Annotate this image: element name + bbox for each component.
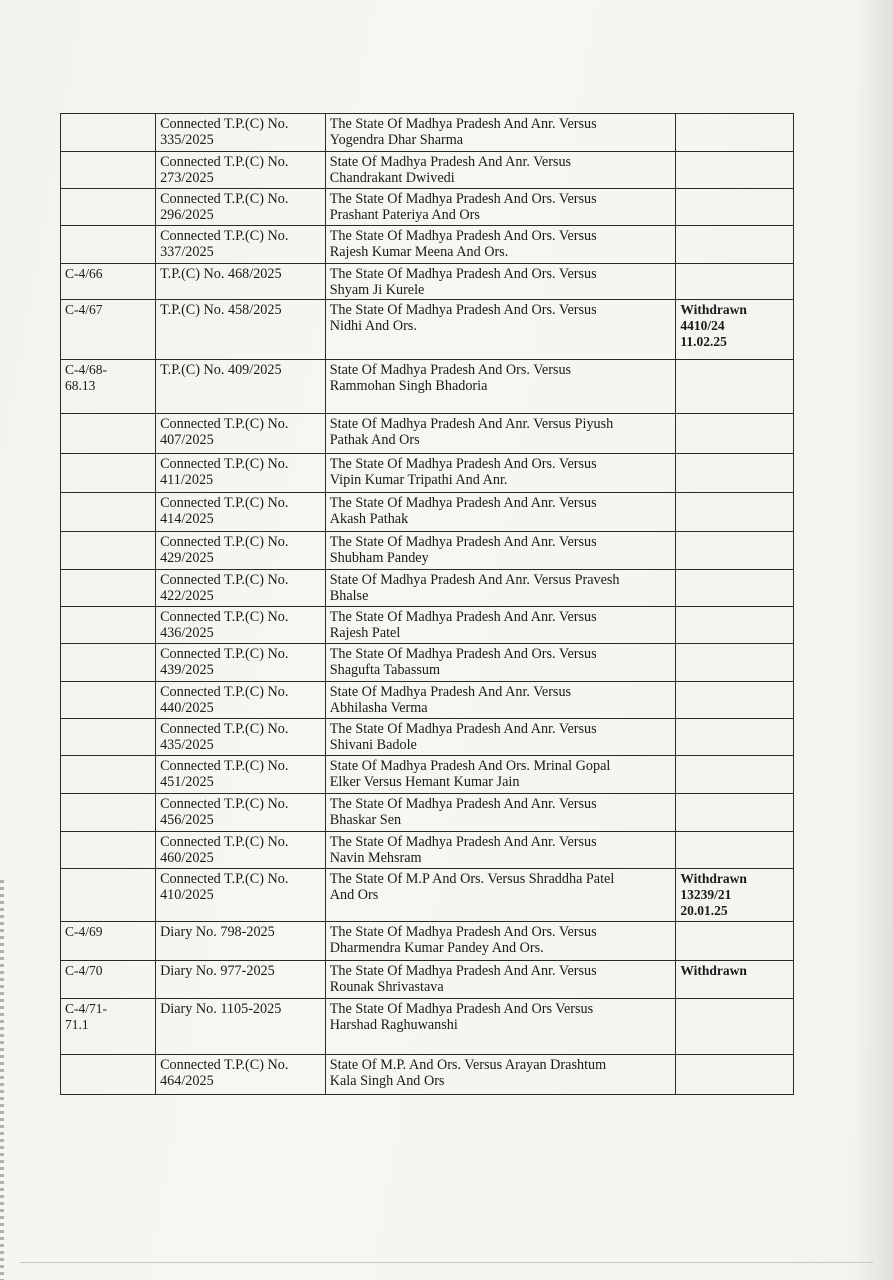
- serial-cell: [61, 360, 156, 414]
- cases-table: [60, 113, 794, 1095]
- case-title-cell: [325, 961, 676, 999]
- case-title-text: Rajesh Patel: [329, 625, 401, 641]
- case-title-text: The State Of Madhya Pradesh And Anr. Versus: [329, 609, 597, 625]
- remarks-cell: [676, 570, 794, 607]
- case-number-text: 440/2025: [160, 700, 214, 716]
- case-title-cell: [325, 300, 676, 360]
- serial-cell: [61, 794, 156, 832]
- case-number-text: 411/2025: [160, 472, 214, 488]
- serial-text: C-4/66: [65, 266, 103, 281]
- remarks-cell: [676, 114, 794, 152]
- case-number-cell: [156, 756, 326, 794]
- table-row: [61, 360, 794, 414]
- case-number-text: Connected T.P.(C) No.: [160, 609, 289, 625]
- case-title-cell: [325, 226, 676, 264]
- case-number-text: T.P.(C) No. 409/2025: [160, 362, 282, 378]
- case-number-text: Connected T.P.(C) No.: [160, 116, 289, 132]
- case-number-text: 407/2025: [160, 432, 214, 448]
- remarks-cell: [676, 300, 794, 360]
- case-title-text: The State Of Madhya Pradesh And Anr. Versus: [329, 834, 597, 850]
- case-number-cell: [156, 869, 326, 922]
- case-title-text: State Of M.P. And Ors. Versus Arayan Drashtum: [329, 1057, 607, 1073]
- remarks-cell: [676, 1055, 794, 1095]
- case-number-text: 410/2025: [160, 887, 214, 903]
- table-row: [61, 264, 794, 300]
- case-number-cell: [156, 300, 326, 360]
- table-row: [61, 869, 794, 922]
- case-number-text: Connected T.P.(C) No.: [160, 871, 289, 887]
- serial-cell: [61, 607, 156, 644]
- case-number-text: Diary No. 977-2025: [160, 963, 275, 979]
- remark-text: 11.02.25: [680, 334, 727, 349]
- case-number-cell: [156, 360, 326, 414]
- remarks-cell: [676, 999, 794, 1055]
- scan-left-edge: [0, 880, 4, 1280]
- case-number-cell: [156, 682, 326, 719]
- case-title-text: The State Of Madhya Pradesh And Anr. Versus: [329, 963, 597, 979]
- case-number-cell: [156, 794, 326, 832]
- case-number-cell: [156, 264, 326, 300]
- serial-cell: [61, 869, 156, 922]
- remarks-cell: [676, 756, 794, 794]
- case-title-cell: [325, 607, 676, 644]
- serial-text: C-4/71-: [65, 1001, 107, 1016]
- serial-cell: [61, 300, 156, 360]
- case-title-text: State Of Madhya Pradesh And Anr. Versus Piyush: [329, 416, 614, 432]
- case-number-text: 436/2025: [160, 625, 214, 641]
- case-number-text: Connected T.P.(C) No.: [160, 228, 289, 244]
- case-number-text: Connected T.P.(C) No.: [160, 456, 289, 472]
- case-number-cell: [156, 152, 326, 189]
- serial-cell: [61, 961, 156, 999]
- case-title-text: Harshad Raghuwanshi: [329, 1017, 458, 1033]
- cases-table-body: [61, 114, 794, 1095]
- case-number-cell: [156, 719, 326, 756]
- case-number-text: Connected T.P.(C) No.: [160, 534, 289, 550]
- serial-cell: [61, 1055, 156, 1095]
- serial-cell: [61, 922, 156, 961]
- table-row: [61, 607, 794, 644]
- case-number-text: 435/2025: [160, 737, 214, 753]
- case-title-cell: [325, 493, 676, 532]
- case-number-text: Connected T.P.(C) No.: [160, 796, 289, 812]
- remarks-cell: [676, 644, 794, 682]
- remarks-cell: [676, 719, 794, 756]
- case-number-text: Connected T.P.(C) No.: [160, 834, 289, 850]
- case-title-text: The State Of Madhya Pradesh And Ors. Versus: [329, 266, 597, 282]
- case-number-text: 439/2025: [160, 662, 214, 678]
- case-title-text: Navin Mehsram: [329, 850, 422, 866]
- case-title-cell: [325, 570, 676, 607]
- scan-bottom-line: [20, 1262, 873, 1263]
- case-title-text: State Of Madhya Pradesh And Anr. Versus Pravesh: [329, 572, 620, 588]
- table-row: [61, 682, 794, 719]
- case-number-text: Connected T.P.(C) No.: [160, 495, 289, 511]
- case-title-text: The State Of Madhya Pradesh And Anr. Versus: [329, 796, 597, 812]
- case-number-text: Connected T.P.(C) No.: [160, 646, 289, 662]
- case-title-text: State Of Madhya Pradesh And Anr. Versus: [329, 154, 572, 170]
- case-title-text: State Of Madhya Pradesh And Ors. Mrinal Gopal: [329, 758, 611, 774]
- table-row: [61, 493, 794, 532]
- table-row: [61, 532, 794, 570]
- remarks-cell: [676, 607, 794, 644]
- case-title-text: Nidhi And Ors.: [329, 318, 417, 334]
- case-title-text: Shagufta Tabassum: [329, 662, 441, 678]
- case-title-text: The State Of Madhya Pradesh And Ors. Versus: [329, 646, 597, 662]
- table-row: [61, 454, 794, 493]
- case-number-cell: [156, 644, 326, 682]
- case-number-text: T.P.(C) No. 468/2025: [160, 266, 282, 282]
- case-title-text: Bhalse: [329, 588, 369, 604]
- case-number-text: Connected T.P.(C) No.: [160, 154, 289, 170]
- case-title-text: The State Of Madhya Pradesh And Ors. Versus: [329, 228, 597, 244]
- case-number-cell: [156, 999, 326, 1055]
- case-number-cell: [156, 114, 326, 152]
- case-number-text: 451/2025: [160, 774, 214, 790]
- case-title-text: The State Of Madhya Pradesh And Ors. Versus: [329, 456, 597, 472]
- case-title-cell: [325, 1055, 676, 1095]
- case-title-text: Akash Pathak: [329, 511, 409, 527]
- case-number-text: 335/2025: [160, 132, 214, 148]
- remarks-cell: [676, 454, 794, 493]
- case-title-text: The State Of Madhya Pradesh And Anr. Versus: [329, 534, 597, 550]
- serial-cell: [61, 532, 156, 570]
- table-row: [61, 999, 794, 1055]
- case-number-text: Diary No. 798-2025: [160, 924, 275, 940]
- case-title-text: Pathak And Ors: [329, 432, 420, 448]
- case-title-cell: [325, 682, 676, 719]
- table-row: [61, 961, 794, 999]
- table-row: [61, 794, 794, 832]
- table-row: [61, 922, 794, 961]
- case-number-cell: [156, 189, 326, 226]
- table-row: [61, 1055, 794, 1095]
- serial-cell: [61, 226, 156, 264]
- case-title-text: Yogendra Dhar Sharma: [329, 132, 464, 148]
- case-number-cell: [156, 493, 326, 532]
- serial-text: C-4/69: [65, 924, 103, 939]
- case-title-cell: [325, 794, 676, 832]
- remarks-cell: [676, 794, 794, 832]
- remarks-cell: [676, 682, 794, 719]
- serial-cell: [61, 189, 156, 226]
- remarks-cell: [676, 832, 794, 869]
- serial-text: 68.13: [65, 378, 96, 393]
- case-title-text: Rajesh Kumar Meena And Ors.: [329, 244, 509, 260]
- case-number-text: Connected T.P.(C) No.: [160, 416, 289, 432]
- case-title-text: Vipin Kumar Tripathi And Anr.: [329, 472, 508, 488]
- case-number-text: Connected T.P.(C) No.: [160, 684, 289, 700]
- case-number-cell: [156, 414, 326, 454]
- remark-text: 20.01.25: [680, 903, 728, 918]
- case-title-cell: [325, 999, 676, 1055]
- table-row: [61, 226, 794, 264]
- case-title-text: Rammohan Singh Bhadoria: [329, 378, 488, 394]
- serial-cell: [61, 644, 156, 682]
- table-row: [61, 756, 794, 794]
- remark-text: Withdrawn: [680, 871, 747, 886]
- case-title-text: State Of Madhya Pradesh And Ors. Versus: [329, 362, 572, 378]
- remarks-cell: [676, 189, 794, 226]
- table-row: [61, 832, 794, 869]
- serial-text: C-4/67: [65, 302, 103, 317]
- serial-cell: [61, 570, 156, 607]
- serial-cell: [61, 682, 156, 719]
- case-title-cell: [325, 454, 676, 493]
- remarks-cell: [676, 961, 794, 999]
- case-title-cell: [325, 869, 676, 922]
- case-title-text: The State Of Madhya Pradesh And Anr. Versus: [329, 495, 597, 511]
- table-row: [61, 152, 794, 189]
- case-title-text: The State Of Madhya Pradesh And Anr. Versus: [329, 116, 597, 132]
- case-title-text: The State Of Madhya Pradesh And Ors Versus: [329, 1001, 594, 1017]
- case-number-text: T.P.(C) No. 458/2025: [160, 302, 282, 318]
- case-number-text: Connected T.P.(C) No.: [160, 758, 289, 774]
- case-title-cell: [325, 264, 676, 300]
- page-edge-shadow: [853, 0, 893, 1280]
- remarks-cell: [676, 869, 794, 922]
- case-number-cell: [156, 454, 326, 493]
- remarks-cell: [676, 922, 794, 961]
- remark-text: 4410/24: [680, 318, 725, 333]
- case-title-text: The State Of Madhya Pradesh And Ors. Versus: [329, 191, 597, 207]
- remarks-cell: [676, 360, 794, 414]
- case-title-text: And Ors: [329, 887, 379, 903]
- serial-text: C-4/68-: [65, 362, 107, 377]
- case-title-text: Abhilasha Verma: [329, 700, 428, 716]
- case-number-text: 337/2025: [160, 244, 214, 260]
- case-title-text: The State Of M.P And Ors. Versus Shraddha Patel: [329, 871, 615, 887]
- remark-text: 13239/21: [680, 887, 732, 902]
- case-title-text: Rounak Shrivastava: [329, 979, 444, 995]
- table-row: [61, 570, 794, 607]
- case-title-cell: [325, 922, 676, 961]
- serial-cell: [61, 264, 156, 300]
- remarks-cell: [676, 152, 794, 189]
- case-title-text: Kala Singh And Ors: [329, 1073, 445, 1089]
- case-title-text: The State Of Madhya Pradesh And Ors. Versus: [329, 302, 597, 318]
- serial-cell: [61, 114, 156, 152]
- case-title-text: Shivani Badole: [329, 737, 417, 753]
- remarks-cell: [676, 264, 794, 300]
- case-title-text: Dharmendra Kumar Pandey And Ors.: [329, 940, 544, 956]
- case-title-text: Bhaskar Sen: [329, 812, 402, 828]
- serial-cell: [61, 414, 156, 454]
- case-number-text: 464/2025: [160, 1073, 214, 1089]
- case-number-text: 414/2025: [160, 511, 214, 527]
- case-title-cell: [325, 832, 676, 869]
- case-number-text: 456/2025: [160, 812, 214, 828]
- case-number-cell: [156, 532, 326, 570]
- case-number-text: 296/2025: [160, 207, 214, 223]
- serial-cell: [61, 719, 156, 756]
- case-title-text: The State Of Madhya Pradesh And Anr. Versus: [329, 721, 597, 737]
- case-title-cell: [325, 152, 676, 189]
- case-number-text: Connected T.P.(C) No.: [160, 191, 289, 207]
- case-title-text: The State Of Madhya Pradesh And Ors. Versus: [329, 924, 597, 940]
- remarks-cell: [676, 532, 794, 570]
- serial-cell: [61, 832, 156, 869]
- table-row: [61, 719, 794, 756]
- case-title-text: Elker Versus Hemant Kumar Jain: [329, 774, 520, 790]
- case-title-text: Prashant Pateriya And Ors: [329, 207, 480, 223]
- case-number-text: Connected T.P.(C) No.: [160, 721, 289, 737]
- table-row: [61, 114, 794, 152]
- case-title-cell: [325, 414, 676, 454]
- serial-cell: [61, 493, 156, 532]
- case-number-cell: [156, 607, 326, 644]
- case-number-cell: [156, 226, 326, 264]
- case-number-text: 273/2025: [160, 170, 214, 186]
- case-number-cell: [156, 832, 326, 869]
- case-number-text: Connected T.P.(C) No.: [160, 1057, 289, 1073]
- serial-cell: [61, 756, 156, 794]
- case-title-text: Chandrakant Dwivedi: [329, 170, 455, 186]
- remarks-cell: [676, 226, 794, 264]
- case-number-cell: [156, 570, 326, 607]
- case-title-cell: [325, 644, 676, 682]
- case-title-cell: [325, 719, 676, 756]
- case-number-text: 429/2025: [160, 550, 214, 566]
- case-title-cell: [325, 756, 676, 794]
- table-row: [61, 644, 794, 682]
- case-number-cell: [156, 961, 326, 999]
- case-title-cell: [325, 532, 676, 570]
- remarks-cell: [676, 414, 794, 454]
- case-number-cell: [156, 1055, 326, 1095]
- case-title-text: Shubham Pandey: [329, 550, 429, 566]
- case-title-cell: [325, 189, 676, 226]
- remarks-cell: [676, 493, 794, 532]
- remark-text: Withdrawn: [680, 302, 747, 317]
- serial-text: C-4/70: [65, 963, 103, 978]
- remark-text: Withdrawn: [680, 963, 747, 978]
- case-title-cell: [325, 360, 676, 414]
- case-title-cell: [325, 114, 676, 152]
- table-row: [61, 189, 794, 226]
- case-number-text: Connected T.P.(C) No.: [160, 572, 289, 588]
- case-number-text: 422/2025: [160, 588, 214, 604]
- table-row: [61, 414, 794, 454]
- case-number-cell: [156, 922, 326, 961]
- case-title-text: Shyam Ji Kurele: [329, 282, 425, 298]
- serial-text: 71.1: [65, 1017, 89, 1032]
- case-number-text: Diary No. 1105-2025: [160, 1001, 282, 1017]
- case-number-text: 460/2025: [160, 850, 214, 866]
- serial-cell: [61, 999, 156, 1055]
- case-title-text: State Of Madhya Pradesh And Anr. Versus: [329, 684, 572, 700]
- serial-cell: [61, 454, 156, 493]
- table-row: [61, 300, 794, 360]
- serial-cell: [61, 152, 156, 189]
